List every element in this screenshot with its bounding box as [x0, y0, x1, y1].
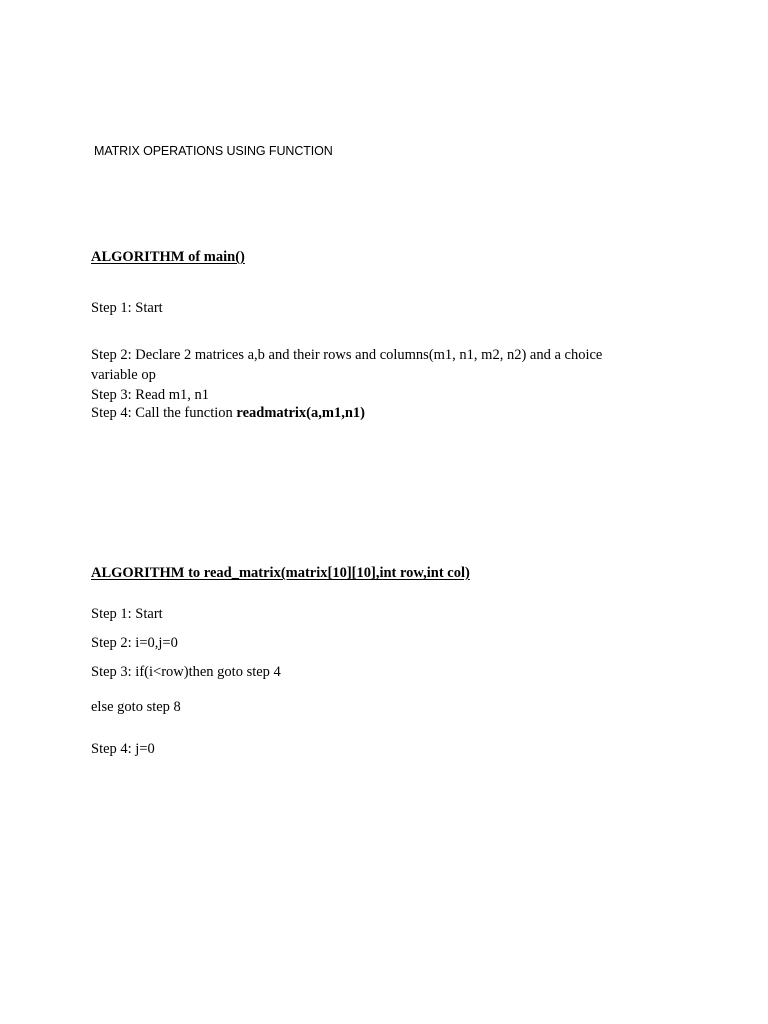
section-heading-main: ALGORITHM of main(): [91, 249, 245, 265]
read-step-2: Step 2: i=0,j=0: [91, 635, 178, 651]
main-step-4-text: Step 4: Call the function: [91, 405, 237, 421]
section-heading-read-matrix: ALGORITHM to read_matrix(matrix[10][10],int row,int col): [91, 565, 470, 581]
main-step-2: Step 2: Declare 2 matrices a,b and their rows and columns(m1, n1, m2, n2) and a choice: [91, 347, 603, 363]
document-title: MATRIX OPERATIONS USING FUNCTION: [94, 144, 333, 158]
main-step-1: Step 1: Start: [91, 300, 163, 316]
read-step-4: Step 4: j=0: [91, 741, 155, 757]
main-step-2-continuation: variable op: [91, 367, 156, 383]
readmatrix-call: readmatrix(a,m1,n1): [236, 405, 365, 421]
read-step-3-else: else goto step 8: [91, 699, 181, 715]
read-step-3: Step 3: if(i<row)then goto step 4: [91, 664, 281, 680]
read-step-1: Step 1: Start: [91, 606, 163, 622]
main-step-3: Step 3: Read m1, n1: [91, 387, 210, 403]
main-step-4: [91, 403, 365, 423]
